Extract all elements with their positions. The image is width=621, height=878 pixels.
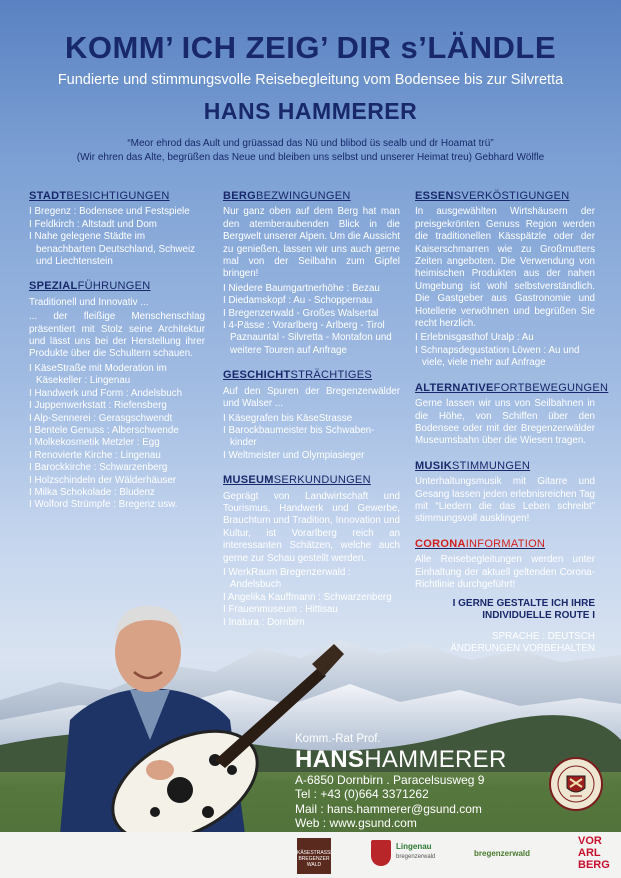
partner-logo-bar	[0, 832, 621, 878]
list-item: I Weltmeister und Olympiasieger	[223, 449, 365, 461]
poster-subtitle: Fundierte und stimmungsvolle Reisebegleitung vom Bodensee bis zur Silvretta	[57, 72, 564, 88]
list-item: I Erlebnisgasthof Uralp : Au	[415, 332, 534, 344]
section-text: In ausgewählten Wirtshäusern der preisgekrönten Genuss Region werden die traditionellen Kässpätzle oder der Kaiserschmarren wie zu Großmutters Zeiten angeboten. Die Verwendung von heimischen Produkten aus der nahen Umgebung ist wohl selbstverständlich. Die Gastgeber aus Gastronomie und Hotellerie verwöhnen und begrüßen Sie recht herzlich.	[415, 206, 595, 330]
logo-text: VOR	[578, 835, 602, 847]
column-left	[29, 190, 205, 524]
list-item: I Barockbaumeister bis Schwaben-kinder	[223, 424, 375, 449]
list-item: I Bregenz : Bodensee und Festspiele	[29, 206, 190, 218]
contact-email[interactable]: Mail : hans.hammerer@gsund.com	[295, 801, 482, 816]
list-item: I Nahe gelegene Städte im benachbarten Deutschland, Schweiz und Liechtenstein	[29, 231, 196, 268]
section-text: Nur ganz oben auf dem Berg hat man den atemberaubenden Blick in die Bergwelt unserer Alpen. Um die Aussicht zu genießen, lassen wir uns auch gerne mal von der Seilbahn zum Gipfel bringen!	[223, 206, 400, 280]
section-heading: STADTBESICHTIGUNGEN	[29, 190, 170, 202]
hand	[146, 760, 174, 780]
route-line: INDIVIDUELLE ROUTE I	[482, 610, 595, 621]
section-heading: SPEZIALFÜHRUNGEN	[29, 280, 151, 293]
list-item: I Angelika Kauffmann : Schwarzenberg	[223, 591, 392, 603]
list-item: I Diedamskopf : Au - Schoppernau	[223, 295, 373, 307]
list-item: I KäseStraße mit Moderation im Käsekeller : Lingenau	[29, 362, 167, 387]
language-note	[380, 631, 595, 655]
section-museum	[223, 474, 400, 629]
section-heading: CORONAINFORMATION	[415, 537, 546, 550]
quote-translation: (Wir ehren das Alte, begrüßen das Neue und bleiben uns selbst und unserer Heimat treu) Gebhard Wölfle	[76, 152, 545, 163]
list-item: I Bregenzerwald - Großes Walsertal	[223, 307, 379, 319]
logo-kaesestrasse	[297, 838, 334, 874]
logo-bregenzerwald	[474, 849, 530, 858]
section-berg	[223, 190, 400, 357]
section-heading: BERGBEZWINGUNGEN	[223, 190, 351, 202]
quote-dialect: “Meor ehrod das Ault und grüassad das Nü und blibod üs sealb und dr Hoamat trü”	[127, 138, 494, 149]
section-text: Gerne lassen wir uns von Seilbahnen in die Höhe, von Schiffen über den Bodensee oder mit der Bregenzerwälder Museumsbahn über die Wiesen tragen.	[415, 398, 595, 447]
column-right	[415, 190, 609, 603]
list-item: I Bentele Genuss : Alberschwende	[29, 424, 179, 436]
logo-vorarlberg	[578, 835, 610, 871]
list-item: I Niedere Baumgartnerhöhe : Bezau	[223, 282, 380, 294]
section-corona	[415, 538, 595, 592]
list-item: I Schnapsdegustation Löwen : Au und viele, viele mehr auf Anfrage	[415, 344, 580, 369]
section-text: Geprägt von Landwirtschaft und Tourismus, Handwerk und Gewerbe, Brauchtum und Tradition, Innovation und Kultur, ist Vorarlberg reich an interessanten Schätzen, welche auch gerne zur Schau gestellt werden.	[223, 490, 400, 564]
list-item: I Holzschindeln der Wälderhäuser	[29, 474, 177, 486]
section-musik	[415, 460, 595, 526]
list-item: I Wolford Strümpfe : Bregenz usw.	[29, 499, 178, 511]
section-heading: MUSIKSTIMMUNGEN	[415, 459, 531, 472]
section-spezial	[29, 280, 205, 511]
section-text: ... der fleißige Menschenschlag präsentiert mit Stolz seine Architektur und lässt uns bei der Herstellung ihrer Produkte über die Schultern schauen.	[29, 311, 205, 360]
logo-text: BERG	[578, 859, 610, 871]
list-item: I Milka Schokolade : Bludenz	[29, 486, 155, 498]
logo-lingenau-icon	[371, 840, 391, 866]
logo-text: bregenzerwald	[396, 854, 436, 860]
list-item: I Juppenwerkstatt : Riefensberg	[29, 400, 167, 412]
section-heading: MUSEUMSERKUNDUNGEN	[223, 474, 371, 487]
logo-lingenau	[396, 842, 435, 862]
list-item: I Molkekosmetik Metzler : Egg	[29, 437, 160, 449]
contact-name: HANSHAMMERER	[295, 745, 507, 773]
logo-text: WALD	[306, 862, 322, 868]
section-heading: ALTERNATIVEFORTBEWEGUNGEN	[415, 381, 609, 394]
list-item: I Renovierte Kirche : Lingenau	[29, 449, 161, 461]
section-text: Auf den Spuren der Bregenzerwälder und Walser ...	[223, 385, 400, 410]
section-essen	[415, 190, 595, 370]
route-callout	[380, 598, 595, 622]
contact-title: Komm.-Rat Prof.	[295, 733, 381, 745]
section-stadt	[29, 190, 205, 268]
logo-text: KÄSESTRASSE	[297, 850, 334, 856]
guide-name: HANS HAMMERER	[203, 98, 418, 124]
column-middle	[223, 190, 400, 641]
list-item: I WerkRaum Bregenzerwald : Andelsbuch	[223, 566, 351, 591]
list-item: I Käsegrafen bis KäseStrasse	[223, 412, 353, 424]
logo-text: ARL	[578, 847, 601, 859]
section-intro: Traditionell und Innovativ ...	[29, 296, 149, 308]
list-item: I Feldkirch : Altstadt und Dom	[29, 218, 157, 230]
section-text: Unterhaltungsmusik mit Gitarre und Gesang lassen jeden erlebnisreichen Tag mit “Liedern die das Leben schreibt” stimmungsvoll ausklingen!	[415, 476, 595, 525]
section-alternative	[415, 381, 609, 448]
poster-title: KOMM’ ICH ZEIG’ DIR s’LÄNDLE	[64, 30, 557, 65]
section-heading: GESCHICHTSTRÄCHTIGES	[223, 369, 373, 382]
logo-text: BREGENZER	[298, 856, 330, 862]
contact-phone: Tel : +43 (0)664 3371262	[295, 787, 429, 801]
logo-text: bregenzerwald	[474, 849, 531, 858]
list-item: I Frauenmuseum : Hittisau	[223, 604, 338, 616]
route-line: I GERNE GESTALTE ICH IHRE	[452, 598, 595, 609]
section-geschicht	[223, 369, 400, 462]
list-item: I Inatura : Dornbirn	[223, 616, 305, 628]
section-text: Alle Reisebegleitungen werden unter Einhaltung der aktuell geltenden Corona-Richtlinie durchgeführt!	[415, 554, 595, 590]
hammerer-emblem-icon	[548, 756, 604, 812]
list-item: I Handwerk und Form : Andelsbuch	[29, 387, 183, 399]
list-item: I Alp-Sennerei : Gerasgschwendt	[29, 412, 173, 424]
contact-block	[295, 732, 507, 831]
language-line: SPRACHE : DEUTSCH	[492, 631, 595, 642]
list-item: I 4-Pässe : Vorarlberg - Arlberg - Tirol Paznauntal - Silvretta - Montafon und weitere Touren auf Anfrage	[223, 320, 392, 356]
list-item: I Barockkirche : Schwarzenberg	[29, 462, 168, 474]
contact-website[interactable]: Web : www.gsund.com	[295, 816, 417, 830]
contact-address: A-6850 Dornbirn . Paracelsusweg 9	[295, 772, 485, 787]
changes-line: ÄNDERUNGEN VORBEHALTEN	[450, 643, 595, 654]
logo-text: Lingenau	[396, 842, 432, 851]
section-heading: ESSENSVERKÖSTIGUNGEN	[415, 190, 570, 202]
